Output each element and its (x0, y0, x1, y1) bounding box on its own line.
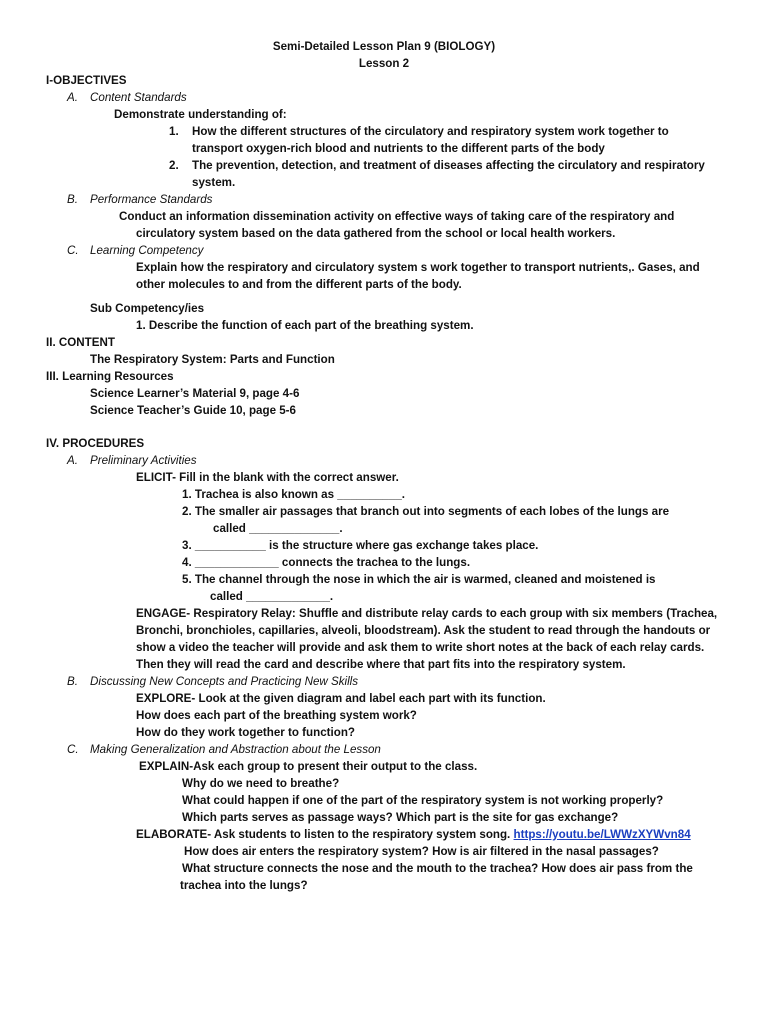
discussing-concepts-title: Discussing New Concepts and Practicing New Skills (90, 675, 359, 688)
standard-item-1-line-2: transport oxygen-rich blood and nutrients to the different parts of the body (192, 142, 605, 155)
performance-standards-title: Performance Standards (90, 193, 213, 206)
demonstrate-text: Demonstrate understanding of: (114, 108, 287, 121)
elicit-question-1: 1. Trachea is also known as __________. (182, 488, 405, 501)
elicit-text: ELICIT- Fill in the blank with the correct answer. (136, 471, 399, 484)
standard-item-1-number: 1. (169, 125, 179, 138)
explain-question-3: Which parts serves as passage ways? Which part is the site for gas exchange? (182, 811, 619, 824)
standard-item-2-line-2: system. (192, 176, 236, 189)
document-subtitle: Lesson 2 (358, 57, 410, 70)
objectives-a-label: A. (67, 91, 78, 104)
content-standards-title: Content Standards (90, 91, 187, 104)
engage-line-3: show a video the teacher will provide and ask them to write short notes at the back of each relay cards. (136, 641, 705, 654)
explain-text: EXPLAIN-Ask each group to present their output to the class. (139, 760, 478, 773)
procedures-b-label: B. (67, 675, 78, 688)
learning-competency-title: Learning Competency (90, 244, 204, 257)
generalization-title: Making Generalization and Abstraction about the Lesson (90, 743, 381, 756)
elaborate-text: ELABORATE- Ask students to listen to the respiratory system song. (136, 828, 511, 841)
explain-question-1: Why do we need to breathe? (182, 777, 340, 790)
engage-line-2: Bronchi, bronchioles, capillaries, alveoli, bloodstream). Ask the student to read through the handouts or (136, 624, 711, 637)
elaborate-line (136, 826, 691, 843)
explore-text: EXPLORE- Look at the given diagram and label each part with its function. (136, 692, 546, 705)
elicit-question-2-line-2: called ______________. (213, 522, 343, 535)
content-topic: The Respiratory System: Parts and Function (90, 353, 335, 366)
objectives-b-label: B. (67, 193, 78, 206)
elaborate-question-2: What structure connects the nose and the mouth to the trachea? How does air pass from the (182, 862, 693, 875)
preliminary-activities-title: Preliminary Activities (90, 454, 197, 467)
standard-item-1-line-1: How the different structures of the circulatory and respiratory system work together to (192, 125, 669, 138)
resources-heading: III. Learning Resources (46, 370, 174, 383)
content-heading: II. CONTENT (46, 336, 115, 349)
objectives-c-label: C. (67, 244, 79, 257)
resource-1: Science Learner’s Material 9, page 4-6 (90, 387, 300, 400)
elicit-question-4: 4. _____________ connects the trachea to the lungs. (182, 556, 471, 569)
document-title: Semi-Detailed Lesson Plan 9 (BIOLOGY) (272, 40, 496, 53)
elaborate-question-1: How does air enters the respiratory system? How is air filtered in the nasal passages? (184, 845, 659, 858)
engage-line-4: Then they will read the card and describe where that part fits into the respiratory system. (136, 658, 626, 671)
competency-line-1: Explain how the respiratory and circulatory system s work together to transport nutrients,. Gases, and (136, 261, 700, 274)
explore-question-1: How does each part of the breathing system work? (136, 709, 417, 722)
performance-line-1: Conduct an information dissemination activity on effective ways of taking care of the respiratory and (119, 210, 675, 223)
explore-question-2: How do they work together to function? (136, 726, 355, 739)
elicit-question-2-line-1: 2. The smaller air passages that branch out into segments of each lobes of the lungs are (182, 505, 670, 518)
elicit-question-5-line-1: 5. The channel through the nose in which the air is warmed, cleaned and moistened is (182, 573, 656, 586)
procedures-c-label: C. (67, 743, 79, 756)
elicit-question-5-line-2: called _____________. (210, 590, 334, 603)
elicit-question-3: 3. ___________ is the structure where gas exchange takes place. (182, 539, 539, 552)
standard-item-2-number: 2. (169, 159, 179, 172)
competency-line-2: other molecules to and from the different parts of the body. (136, 278, 462, 291)
resource-2: Science Teacher’s Guide 10, page 5-6 (90, 404, 296, 417)
sub-competency-item: 1. Describe the function of each part of the breathing system. (136, 319, 474, 332)
explain-question-2: What could happen if one of the part of the respiratory system is not working properly? (182, 794, 664, 807)
standard-item-2-line-1: The prevention, detection, and treatment of diseases affecting the circulatory and respiratory (192, 159, 705, 172)
performance-line-2: circulatory system based on the data gathered from the school or local health workers. (136, 227, 616, 240)
procedures-heading: IV. PROCEDURES (46, 437, 145, 450)
sub-competency-heading: Sub Competency/ies (90, 302, 205, 315)
procedures-a-label: A. (67, 454, 78, 467)
objectives-heading: I-OBJECTIVES (46, 74, 127, 87)
song-video-link[interactable]: https://youtu.be/LWWzXYWvn84 (513, 828, 691, 841)
engage-line-1: ENGAGE- Respiratory Relay: Shuffle and distribute relay cards to each group with six members (Trachea, (136, 607, 718, 620)
elaborate-question-3: trachea into the lungs? (180, 879, 308, 892)
